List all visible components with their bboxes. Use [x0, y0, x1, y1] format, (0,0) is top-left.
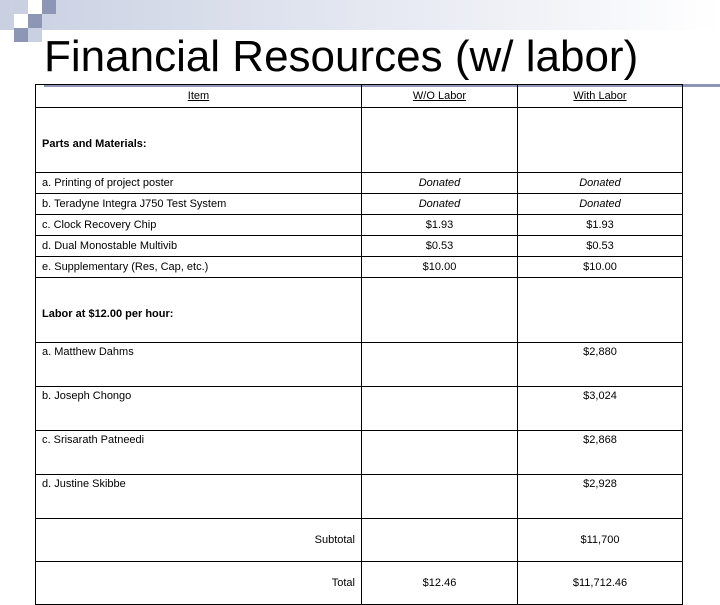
with-labor-value: $1.93 — [518, 215, 683, 236]
wo-labor-value: $0.53 — [362, 236, 518, 257]
item-name: e. Supplementary (Res, Cap, etc.) — [36, 257, 362, 278]
slide-title: Financial Resources (w/ labor) — [44, 32, 639, 81]
with-labor-value: $2,880 — [518, 343, 683, 387]
with-labor-value: $2,928 — [518, 475, 683, 519]
total-row — [36, 562, 683, 605]
item-name: d. Dual Monostable Multivib — [36, 236, 362, 257]
table-row — [36, 173, 683, 194]
wo-labor-value: $1.93 — [362, 215, 518, 236]
total-with-labor: $11,712.46 — [518, 562, 683, 605]
section-label-labor: Labor at $12.00 per hour: — [36, 278, 362, 343]
financial-table — [35, 84, 683, 605]
subtotal-with-labor: $11,700 — [518, 519, 683, 562]
table-row — [36, 215, 683, 236]
with-labor-value: $10.00 — [518, 257, 683, 278]
with-labor-value: $0.53 — [518, 236, 683, 257]
table-row — [36, 475, 683, 519]
with-labor-value: $3,024 — [518, 387, 683, 431]
item-name: a. Printing of project poster — [36, 173, 362, 194]
table-row — [36, 236, 683, 257]
wo-labor-value: $10.00 — [362, 257, 518, 278]
total-label: Total — [36, 562, 362, 605]
with-labor-value: Donated — [518, 194, 683, 215]
header-wo-labor: W/O Labor — [362, 85, 518, 108]
header-with-labor: With Labor — [518, 85, 683, 108]
header-item: Item — [36, 85, 362, 108]
header-band — [0, 0, 720, 30]
wo-labor-value: Donated — [362, 194, 518, 215]
section-label-parts: Parts and Materials: — [36, 108, 362, 173]
table-header-row — [36, 85, 683, 108]
subtotal-label: Subtotal — [36, 519, 362, 562]
table-row — [36, 343, 683, 387]
table-row — [36, 387, 683, 431]
worker-name: b. Joseph Chongo — [36, 387, 362, 431]
table-row — [36, 431, 683, 475]
worker-name: d. Justine Skibbe — [36, 475, 362, 519]
total-wo-labor: $12.46 — [362, 562, 518, 605]
table-row — [36, 257, 683, 278]
item-name: c. Clock Recovery Chip — [36, 215, 362, 236]
wo-labor-value: Donated — [362, 173, 518, 194]
section-row-labor — [36, 278, 683, 343]
subtotal-row — [36, 519, 683, 562]
with-labor-value: $2,868 — [518, 431, 683, 475]
section-row-parts — [36, 108, 683, 173]
table-row — [36, 194, 683, 215]
item-name: b. Teradyne Integra J750 Test System — [36, 194, 362, 215]
worker-name: a. Matthew Dahms — [36, 343, 362, 387]
with-labor-value: Donated — [518, 173, 683, 194]
worker-name: c. Srisarath Patneedi — [36, 431, 362, 475]
